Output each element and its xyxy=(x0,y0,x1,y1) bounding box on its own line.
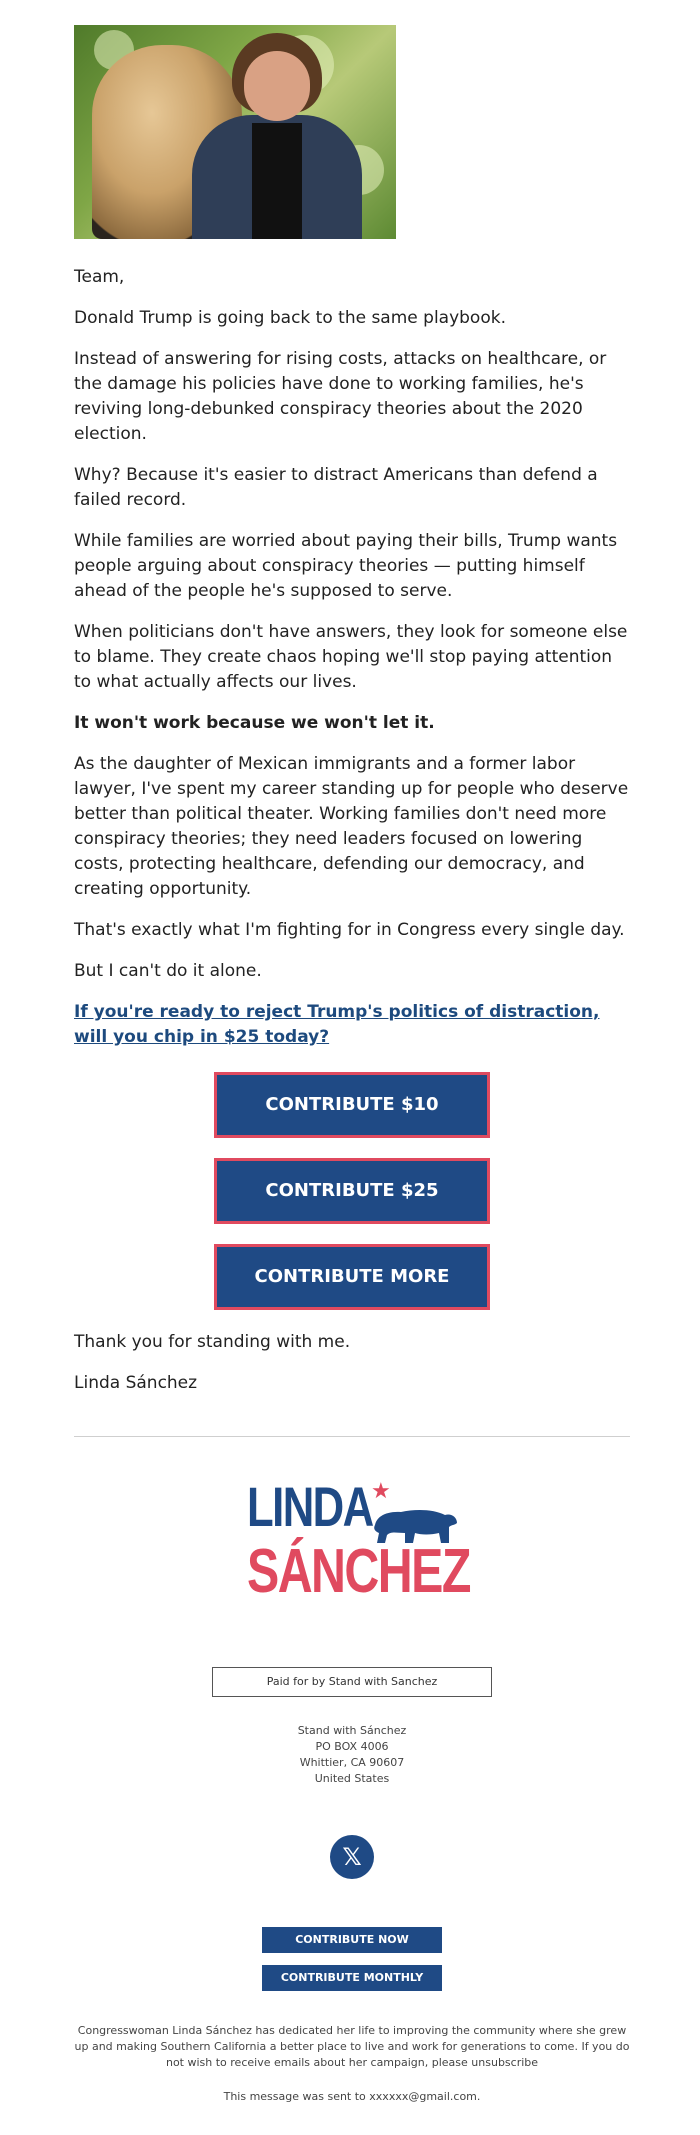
logo-line-1: LINDA xyxy=(247,1475,373,1538)
donation-buttons xyxy=(74,1072,630,1310)
contribute-now-button[interactable]: CONTRIBUTE NOW xyxy=(262,1927,442,1953)
paragraph-4: While families are worried about paying their bills, Trump wants people arguing about conspiracy theories — putting himself ahead of the people he's supposed to serve. xyxy=(74,531,618,601)
mailing-address xyxy=(74,1723,630,1787)
paid-for-box: Paid for by Stand with Sanchez xyxy=(212,1667,492,1697)
paragraph-2: Instead of answering for rising costs, attacks on healthcare, or the damage his policies have done to working families, he's reviving long-debunked conspiracy theories about the 2020 election. xyxy=(74,349,607,444)
logo-line-2: SÁNCHEZ xyxy=(247,1537,470,1606)
divider xyxy=(74,1436,630,1437)
paragraph-bold: It won't work because we won't let it. xyxy=(74,713,435,733)
contribute-more-button[interactable]: CONTRIBUTE MORE xyxy=(214,1244,490,1310)
hero-photo xyxy=(74,25,396,239)
paragraph-5: When politicians don't have answers, they look for someone else to blame. They create chaos hoping we'll stop paying attention to what actually affects our lives. xyxy=(74,622,628,692)
email-body xyxy=(74,25,630,2105)
paragraph-9: But I can't do it alone. xyxy=(74,961,262,981)
paragraph-1: Donald Trump is going back to the same playbook. xyxy=(74,308,506,328)
contribute-25-button[interactable]: CONTRIBUTE $25 xyxy=(214,1158,490,1224)
address-line: United States xyxy=(314,1772,390,1785)
contribute-monthly-button[interactable]: CONTRIBUTE MONTHLY xyxy=(262,1965,442,1991)
paragraph-7: As the daughter of Mexican immigrants and a former labor lawyer, I've spent my career standing up for people who deserve better than political theater. Working families don't need more conspiracy theories; they need leaders focused on lowering costs, protecting healthcare, defending our democracy, and creating opportunity. xyxy=(74,754,629,899)
address-line: PO BOX 4006 xyxy=(315,1740,389,1753)
paragraph-8: That's exactly what I'm fighting for in Congress every single day. xyxy=(74,920,625,940)
paragraph-3: Why? Because it's easier to distract Americans than defend a failed record. xyxy=(74,465,598,510)
address-line: Whittier, CA 90607 xyxy=(299,1756,405,1769)
sent-to-text: This message was sent to xxxxxx@gmail.com. xyxy=(223,2090,481,2103)
greeting: Team, xyxy=(74,267,125,287)
x-social-icon[interactable]: 𝕏 xyxy=(330,1835,374,1879)
star-icon: ★ xyxy=(371,1479,391,1504)
address-line: Stand with Sánchez xyxy=(297,1724,407,1737)
signature: Linda Sánchez xyxy=(74,1373,198,1393)
disclaimer-text: Congresswoman Linda Sánchez has dedicated her life to improving the community where she grew up and making Southern California a better place to live and work for generations to come. If you do not wish to receive emails about her campaign, please unsubscribe xyxy=(74,2024,630,2069)
donate-cta-link[interactable]: If you're ready to reject Trump's politics of distraction, will you chip in $25 today? xyxy=(74,1002,600,1047)
thanks-line: Thank you for standing with me. xyxy=(74,1332,351,1352)
campaign-logo xyxy=(247,1475,470,1609)
contribute-10-button[interactable]: CONTRIBUTE $10 xyxy=(214,1072,490,1138)
